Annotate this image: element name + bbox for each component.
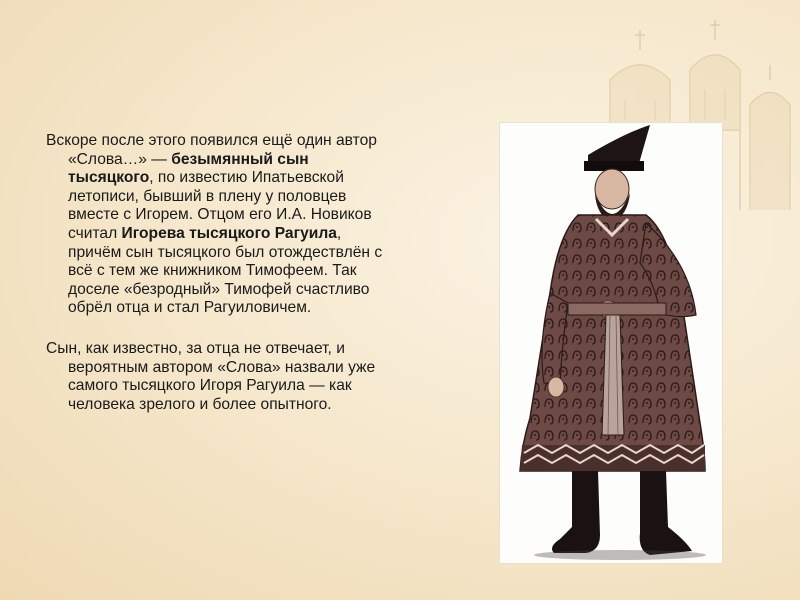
portrait-image — [500, 123, 722, 563]
hat — [588, 125, 650, 167]
paragraph-1 — [46, 132, 391, 318]
main-text — [46, 132, 391, 436]
left-boot — [552, 471, 600, 553]
right-boot — [640, 471, 692, 555]
bold-text-run: безымянный сын тысяцкого — [68, 150, 309, 187]
text-run: , причём сын тысяцкого был отождествлён с всё с тем же книжником Тимофеем. Так доселе «безродный» Тимофей счастливо обрёл отца и стал Рагуиловичем. — [68, 224, 383, 317]
text-run: , по известию Ипатьевской летописи, бывший в плену у половцев вместе с Игорем. Отцом его И.А. Новиков считал — [68, 169, 372, 242]
paragraph-2 — [46, 340, 391, 414]
bold-text-run: Игорева тысяцкого Рагуила — [121, 224, 337, 242]
medieval-man-illustration — [500, 123, 722, 563]
text-run: Вскоре после этого появился ещё один автор «Слова…» — — [46, 132, 377, 168]
text-run: Сын, как известно, за отца не отвечает, и вероятным автором «Слова» назвали уже самого тысяцкого Игоря Рагуила — как человека зрелого и более опытного. — [46, 339, 376, 413]
